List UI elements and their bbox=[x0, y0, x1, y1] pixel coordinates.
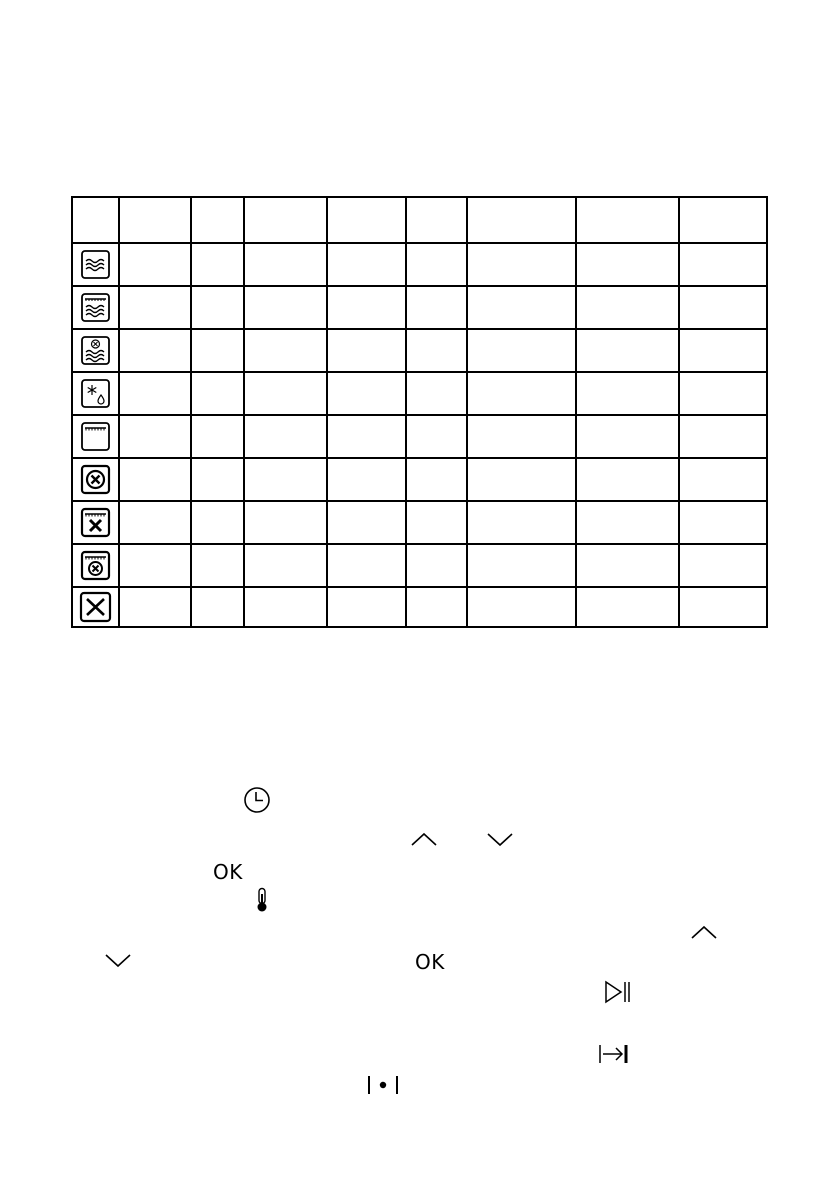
cell bbox=[467, 544, 576, 587]
icon-cell bbox=[72, 458, 119, 501]
header-cell bbox=[191, 197, 244, 243]
cell bbox=[327, 458, 406, 501]
cell bbox=[467, 458, 576, 501]
cell bbox=[467, 372, 576, 415]
cell bbox=[327, 544, 406, 587]
cell bbox=[327, 587, 406, 627]
skip-end-icon bbox=[598, 1043, 630, 1065]
cell bbox=[327, 501, 406, 544]
cell bbox=[191, 329, 244, 372]
header-cell bbox=[244, 197, 327, 243]
cell bbox=[679, 587, 767, 627]
header-cell bbox=[467, 197, 576, 243]
top-heat-icon bbox=[73, 416, 118, 457]
ok-button-symbol: OK bbox=[213, 860, 243, 884]
cell bbox=[679, 415, 767, 458]
cell bbox=[119, 458, 191, 501]
cell bbox=[679, 286, 767, 329]
cell bbox=[406, 544, 467, 587]
header-cell bbox=[576, 197, 679, 243]
table-row bbox=[72, 372, 767, 415]
header-cell bbox=[119, 197, 191, 243]
dot-button-icon bbox=[365, 1073, 401, 1097]
header-cell bbox=[327, 197, 406, 243]
cell bbox=[119, 286, 191, 329]
cell bbox=[119, 587, 191, 627]
cell bbox=[576, 587, 679, 627]
cell bbox=[576, 329, 679, 372]
cell bbox=[467, 415, 576, 458]
thermometer-icon bbox=[254, 887, 270, 913]
cell bbox=[576, 415, 679, 458]
cell bbox=[244, 501, 327, 544]
icon-cell bbox=[72, 415, 119, 458]
off-cross-icon bbox=[73, 588, 118, 626]
cell bbox=[244, 286, 327, 329]
cell bbox=[406, 329, 467, 372]
icon-cell bbox=[72, 544, 119, 587]
steam-cooking-icon bbox=[73, 244, 118, 285]
cell bbox=[679, 329, 767, 372]
cell bbox=[244, 544, 327, 587]
ok-button-symbol-2: OK bbox=[415, 950, 445, 974]
cell bbox=[244, 243, 327, 286]
cell bbox=[467, 501, 576, 544]
table-header-row bbox=[72, 197, 767, 243]
clock-icon bbox=[243, 786, 271, 814]
play-pause-icon bbox=[603, 980, 633, 1004]
cell bbox=[576, 243, 679, 286]
cell bbox=[679, 243, 767, 286]
cell bbox=[191, 501, 244, 544]
cell bbox=[679, 501, 767, 544]
fan-icon bbox=[73, 459, 118, 500]
up-arrow-icon bbox=[410, 831, 438, 847]
cell bbox=[406, 243, 467, 286]
cell bbox=[191, 243, 244, 286]
steam-fan-heat-icon bbox=[73, 330, 118, 371]
cell bbox=[406, 372, 467, 415]
cell bbox=[244, 372, 327, 415]
cell bbox=[119, 501, 191, 544]
table-row bbox=[72, 587, 767, 627]
defrost-icon bbox=[73, 373, 118, 414]
down-arrow-icon bbox=[486, 832, 514, 848]
cell bbox=[576, 372, 679, 415]
header-cell bbox=[406, 197, 467, 243]
cell bbox=[119, 243, 191, 286]
fan-grill-icon bbox=[73, 545, 118, 586]
table-row bbox=[72, 329, 767, 372]
table-row bbox=[72, 415, 767, 458]
icon-cell bbox=[72, 372, 119, 415]
cell bbox=[119, 329, 191, 372]
cell bbox=[191, 415, 244, 458]
cell bbox=[191, 372, 244, 415]
cell bbox=[467, 243, 576, 286]
header-cell bbox=[679, 197, 767, 243]
cell bbox=[191, 286, 244, 329]
icon-cell bbox=[72, 329, 119, 372]
cell bbox=[244, 587, 327, 627]
cell bbox=[191, 544, 244, 587]
cell bbox=[244, 329, 327, 372]
table-row bbox=[72, 286, 767, 329]
icon-cell bbox=[72, 286, 119, 329]
cell bbox=[327, 372, 406, 415]
cell bbox=[119, 415, 191, 458]
table-row bbox=[72, 544, 767, 587]
cell bbox=[576, 286, 679, 329]
cell bbox=[576, 458, 679, 501]
cell bbox=[244, 458, 327, 501]
cell bbox=[327, 329, 406, 372]
cell bbox=[191, 458, 244, 501]
up-arrow-icon-2 bbox=[690, 924, 718, 940]
table-row bbox=[72, 501, 767, 544]
cell bbox=[244, 415, 327, 458]
cell bbox=[191, 587, 244, 627]
steam-top-heat-icon bbox=[73, 287, 118, 328]
cell bbox=[406, 286, 467, 329]
header-cell bbox=[72, 197, 119, 243]
cell bbox=[406, 587, 467, 627]
cell bbox=[119, 372, 191, 415]
icon-cell bbox=[72, 243, 119, 286]
icon-cell bbox=[72, 501, 119, 544]
cell bbox=[406, 458, 467, 501]
down-arrow-icon-2 bbox=[104, 953, 132, 969]
cell bbox=[679, 544, 767, 587]
grill-icon bbox=[73, 502, 118, 543]
table-row bbox=[72, 243, 767, 286]
oven-mode-table bbox=[71, 196, 768, 628]
cell bbox=[327, 243, 406, 286]
cell bbox=[406, 501, 467, 544]
icon-cell bbox=[72, 587, 119, 627]
cell bbox=[327, 415, 406, 458]
cell bbox=[467, 286, 576, 329]
table-row bbox=[72, 458, 767, 501]
cell bbox=[576, 501, 679, 544]
cell bbox=[679, 458, 767, 501]
cell bbox=[679, 372, 767, 415]
cell bbox=[406, 415, 467, 458]
cell bbox=[119, 544, 191, 587]
cell bbox=[327, 286, 406, 329]
cell bbox=[467, 587, 576, 627]
cell bbox=[576, 544, 679, 587]
cell bbox=[467, 329, 576, 372]
